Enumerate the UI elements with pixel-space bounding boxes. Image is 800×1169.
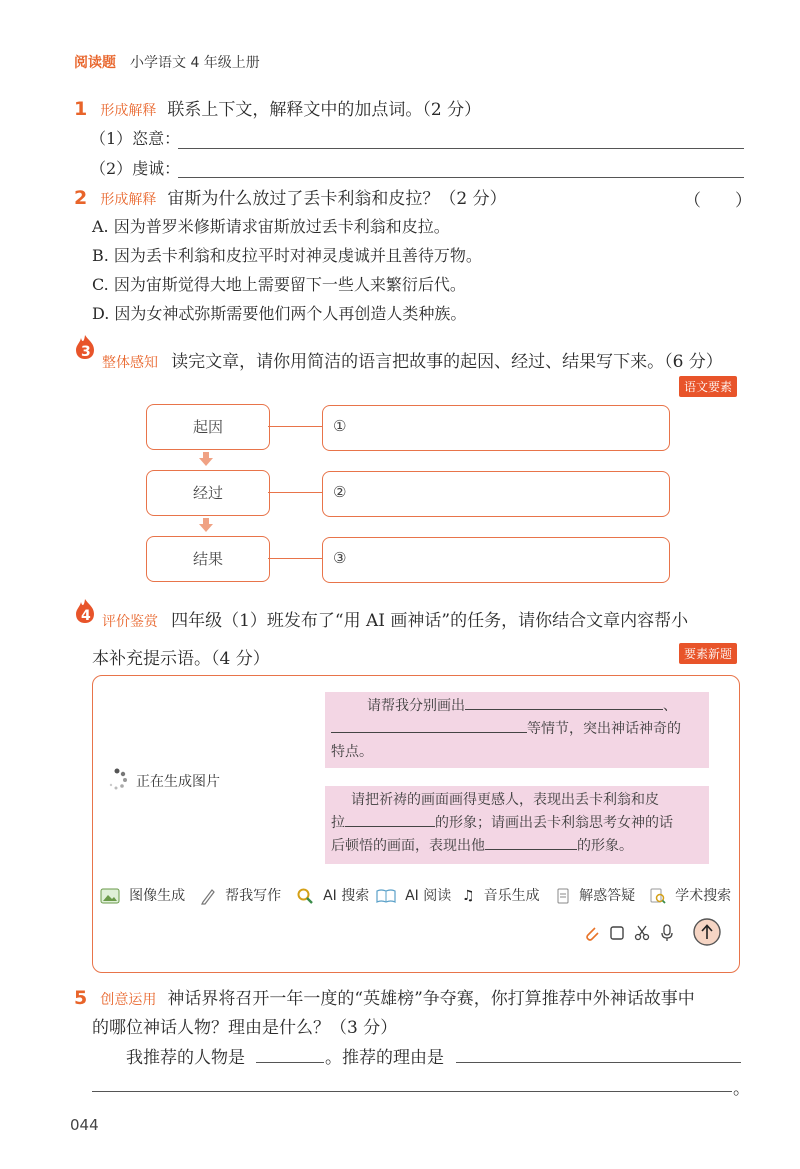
q4-badge: 要素新题 [679,643,737,664]
document-icon [556,888,570,904]
flow-arrow-down-icon [199,524,213,532]
generating-status: 正在生成图片 [136,774,220,790]
prompt-bubble-1: 请帮我分别画出 、 等情节，突出神话神奇的 特点。 [325,692,709,768]
q1-answer-line-1[interactable] [178,148,744,149]
q1-item-2: （2）虔诚： [90,159,181,178]
q4 [102,606,688,631]
pencil-icon [200,887,216,905]
blank-2[interactable] [331,718,527,733]
blank-4[interactable] [485,835,577,850]
flow-connector [268,558,322,559]
prompt-bubble-2: 请把祈祷的画面画得更感人，表现出丢卡利翁和皮 拉 的形象；请画出丢卡利翁思考女神的话 后顿悟的画面，表现出他 的形象。 [325,786,709,864]
microphone-icon[interactable] [659,924,675,942]
q2 [74,184,507,209]
q5 [74,984,695,1009]
flow-label-result: 结果 [146,536,270,582]
q4-line-2: 本补充提示语。（4 分） [92,649,270,669]
q5-person-blank[interactable] [256,1062,324,1063]
flow-answer-result[interactable]: ③ [322,537,670,583]
q2-number: 2 [74,187,88,209]
q3-badge: 语文要素 [679,376,737,397]
send-arrow-up-icon[interactable] [692,917,722,947]
flow-label-cause: 起因 [146,404,270,450]
q3 [102,347,723,372]
book-icon [376,888,396,904]
q1 [74,95,481,120]
tool-row [100,884,736,906]
q5-line-2: 的哪位神话人物？理由是什么？（3 分） [92,1018,398,1038]
qa-tool[interactable]: 解惑答疑 [556,885,635,905]
q3-text: 读完文章，请你用简洁的语言把故事的起因、经过、结果写下来。（6 分） [171,352,723,372]
image-gen-tool[interactable]: 图像生成 [100,885,185,905]
q2-tag: 形成解释 [100,192,157,208]
q3-tag: 整体感知 [102,355,158,371]
q5-end: 。 [733,1079,750,1099]
q2-answer-paren[interactable]: （ ） [684,191,752,211]
section-label: 阅读题 [74,55,116,71]
ai-search-tool[interactable]: AI 搜索 [296,885,369,905]
flow-label-process: 经过 [146,470,270,516]
checkbox-icon[interactable] [609,925,625,941]
blank-1[interactable] [465,695,663,710]
q4-line-1: 四年级（1）班发布了“用 AI 画神话”的任务，请你结合文章内容帮小 [171,611,689,631]
q1-text: 联系上下文，解释文中的加点词。（2 分） [167,100,482,120]
flow-answer-cause[interactable]: ① [322,405,670,451]
loading-spinner-icon [106,768,128,790]
write-tool[interactable]: 帮我写作 [200,885,281,905]
q2-option-d: D. 因为女神忒弥斯需要他们两个人再创造人类种族。 [92,304,467,323]
q2-option-c: C. 因为宙斯觉得大地上需要留下一些人来繁衍后代。 [92,275,466,294]
music-note-icon: ♫ [462,888,475,904]
blank-3[interactable] [345,812,435,827]
q5-reason-line-2[interactable] [92,1091,732,1092]
q2-option-b: B. 因为丢卡利翁和皮拉平时对神灵虔诚并且善待万物。 [92,246,482,265]
scissors-icon[interactable] [633,924,651,942]
music-gen-tool[interactable]: ♫ 音乐生成 [462,888,540,904]
ai-read-tool[interactable]: AI 阅读 [376,885,451,905]
attachment-icon[interactable] [583,924,601,942]
search-icon [296,887,314,905]
q1-tag: 形成解释 [100,103,157,119]
image-icon [100,888,120,904]
q5-line-1: 神话界将召开一年一度的“英雄榜”争夺赛，你打算推荐中外神话故事中 [167,989,695,1009]
academic-search-tool[interactable]: 学术搜索 [650,885,731,905]
q1-item-1: （1）恣意： [90,129,181,148]
page-number: 044 [70,1116,99,1134]
q4-number: 4 [81,608,91,624]
q5-reason-line-1[interactable] [456,1062,741,1063]
book-title: 小学语文 4 年级上册 [130,55,260,71]
q1-answer-line-2[interactable] [178,177,744,178]
q5-tag: 创意运用 [100,992,157,1008]
flow-connector [268,426,322,427]
q2-option-a: A. 因为普罗米修斯请求宙斯放过丢卡利翁和皮拉。 [92,217,450,236]
q2-text: 宙斯为什么放过了丢卡利翁和皮拉？（2 分） [167,189,507,209]
q5-answer-a: 我推荐的人物是 [126,1048,245,1068]
q5-answer-b: 。推荐的理由是 [325,1048,444,1068]
q4-tag: 评价鉴赏 [102,614,158,630]
flow-answer-process[interactable]: ② [322,471,670,517]
academic-search-icon [650,887,666,905]
q1-number: 1 [74,98,88,120]
flow-connector [268,492,322,493]
q3-number: 3 [81,344,91,360]
flow-arrow-down-icon [199,458,213,466]
q5-number: 5 [74,987,88,1009]
